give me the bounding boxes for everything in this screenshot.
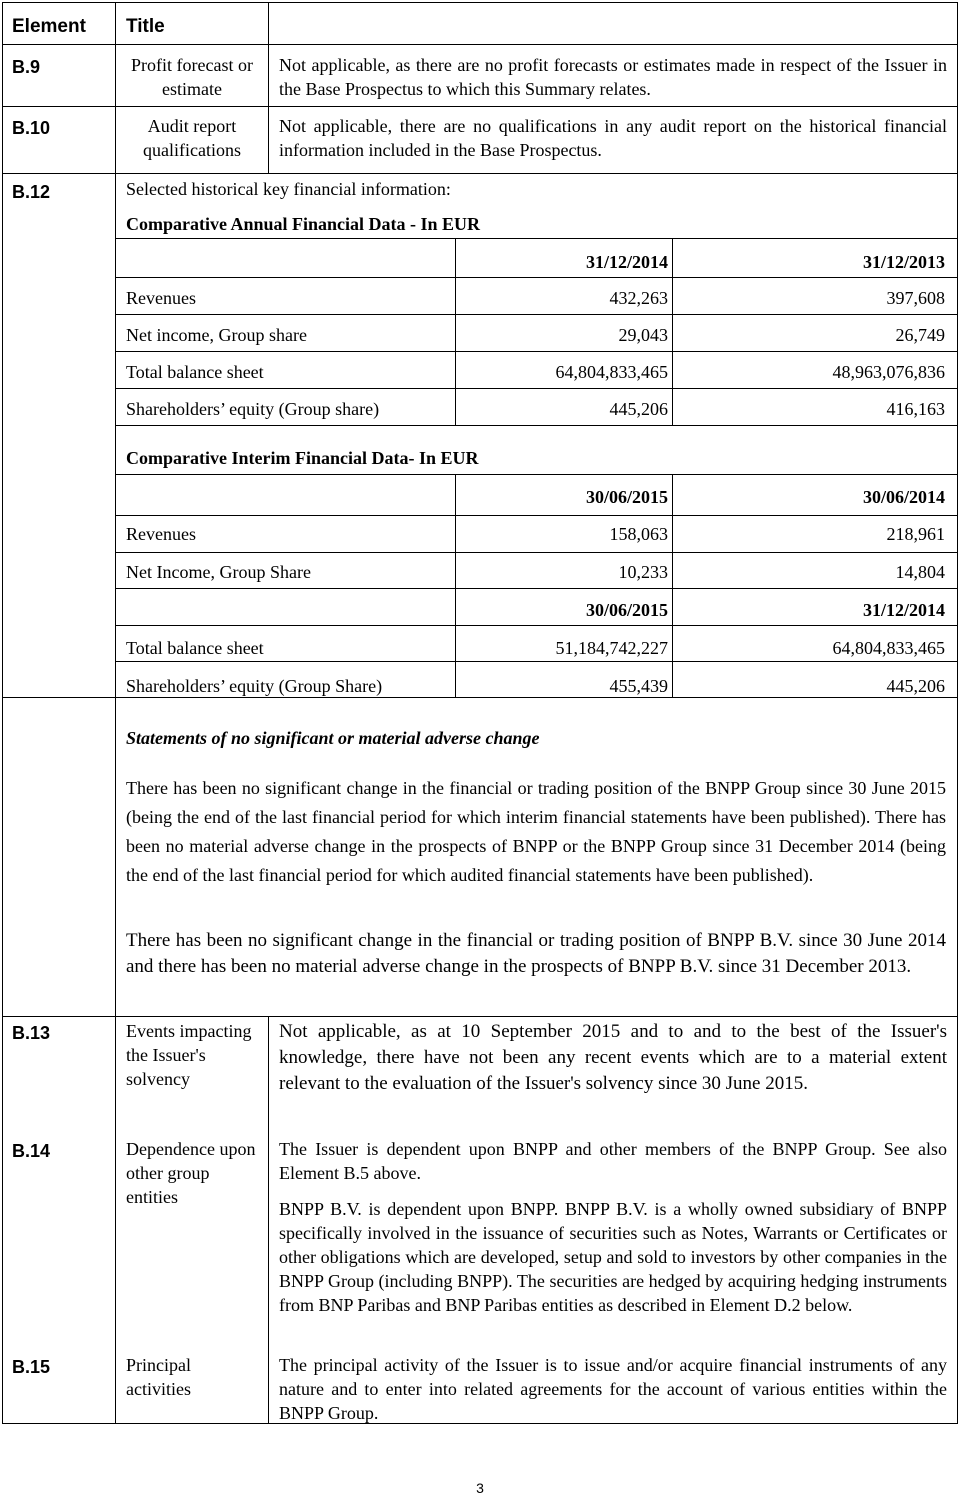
title-b9: Profit forecast or estimate: [131, 55, 253, 99]
interim-label-1: Net Income, Group Share: [126, 562, 311, 582]
annual-col-1: 31/12/2014: [585, 252, 668, 272]
annual-v2-3: 416,163: [886, 399, 945, 419]
element-b15: B.15: [12, 1357, 51, 1377]
interim-label2-0: Total balance sheet: [126, 638, 264, 658]
interim-v1-1: 10,233: [618, 562, 668, 582]
element-b12: B.12: [12, 182, 51, 202]
annual-col-2: 31/12/2013: [862, 252, 945, 272]
element-b14: B.14: [12, 1141, 51, 1161]
annual-v1-2: 64,804,833,465: [555, 362, 668, 382]
title-b10: Audit report qualifications: [143, 116, 241, 160]
interim-v2-0: 218,961: [886, 524, 945, 544]
text-b10: Not applicable, there are no qualifications in any audit report on the historical financial information included in the Base Prospectus.: [279, 116, 947, 160]
annual-label-2: Total balance sheet: [126, 362, 264, 382]
page-number: 3: [476, 1480, 484, 1496]
interim-v1b-0: 51,184,742,227: [555, 638, 668, 658]
text-b9: Not applicable, as there are no profit forecasts or estimates made in respect of the Issuer in the Base Prospectus to which this Summary relates.: [279, 55, 947, 99]
statements-p2: There has been no significant change in the financial or trading position of BNPP B.V. since 30 June 2014 and there has been no material adverse change in the prospects of BNPP B.V. since 31 December 2013.: [126, 930, 946, 977]
annual-label-0: Revenues: [126, 288, 196, 308]
interim-col-1: 30/06/2015: [585, 487, 668, 507]
interim-v1b-1: 455,439: [609, 676, 668, 696]
text-b14: The Issuer is dependent upon BNPP and other members of the BNPP Group. See also Element B.5 above.: [279, 1139, 947, 1183]
text-b15: The principal activity of the Issuer is to issue and/or acquire financial instruments of any nature and to enter into related agreements for the account of various entities within the BNPP Group.: [279, 1355, 947, 1423]
statements-p1: There has been no significant change in the financial or trading position of the BNPP Group since 30 June 2015 (being the end of the last financial period for which interim financial statements have been published). There has been no material adverse change in the prospects of BNPP or the BNPP Group since 31 December 2014 (being the end of the last financial period for which audited financial statements have been published).: [126, 778, 946, 885]
text-b14-2: BNPP B.V. is dependent upon BNPP. BNPP B.V. is a wholly owned subsidiary of BNPP specifically involved in the issuance of securities such as Notes, Warrants or Certificates or other obligations which are developed, setup and sold to investors by other companies in the BNPP Group (including BNPP). The securities are hedged by acquiring hedging instruments from BNP Paribas and BNP Paribas entities as described in Element D.2 below.: [279, 1199, 947, 1315]
title-b12: Selected historical key financial information:: [126, 179, 451, 199]
title-b15: Principal activities: [126, 1355, 191, 1399]
annual-v1-1: 29,043: [618, 325, 668, 345]
element-b13: B.13: [12, 1023, 51, 1043]
header-title: Title: [126, 16, 165, 37]
annual-v1-0: 432,263: [609, 288, 668, 308]
annual-v2-2: 48,963,076,836: [832, 362, 945, 382]
element-b9: B.9: [12, 57, 41, 77]
annual-v1-3: 445,206: [609, 399, 668, 419]
annual-v2-1: 26,749: [895, 325, 945, 345]
interim-label2-1: Shareholders’ equity (Group Share): [126, 676, 383, 696]
annual-label-1: Net income, Group share: [126, 325, 307, 345]
title-b14: Dependence upon other group entities: [126, 1139, 256, 1207]
interim-col-2: 30/06/2014: [862, 487, 945, 507]
annual-label-3: Shareholders’ equity (Group share): [126, 399, 380, 419]
title-b13: Events impacting the Issuer's solvency: [126, 1021, 252, 1089]
interim-v2-1: 14,804: [895, 562, 945, 582]
interim-heading: Comparative Interim Financial Data- In EUR: [126, 448, 479, 468]
interim-label-0: Revenues: [126, 524, 196, 544]
element-b10: B.10: [12, 118, 51, 138]
text-b13: Not applicable, as at 10 September 2015 and to and to the best of the Issuer's knowledge, there have not been any recent events which are to a material extent relevant to the evaluation of the Issuer's solvency since 30 June 2015.: [279, 1021, 947, 1094]
statements-heading: Statements of no significant or material adverse change: [126, 728, 540, 748]
interim-col2-1: 30/06/2015: [585, 600, 668, 620]
interim-v2b-1: 445,206: [886, 676, 945, 696]
interim-v2b-0: 64,804,833,465: [832, 638, 945, 658]
annual-heading: Comparative Annual Financial Data - In EUR: [126, 214, 481, 234]
header-element: Element: [12, 16, 86, 37]
interim-v1-0: 158,063: [609, 524, 668, 544]
interim-col2-2: 31/12/2014: [862, 600, 945, 620]
annual-v2-0: 397,608: [886, 288, 945, 308]
